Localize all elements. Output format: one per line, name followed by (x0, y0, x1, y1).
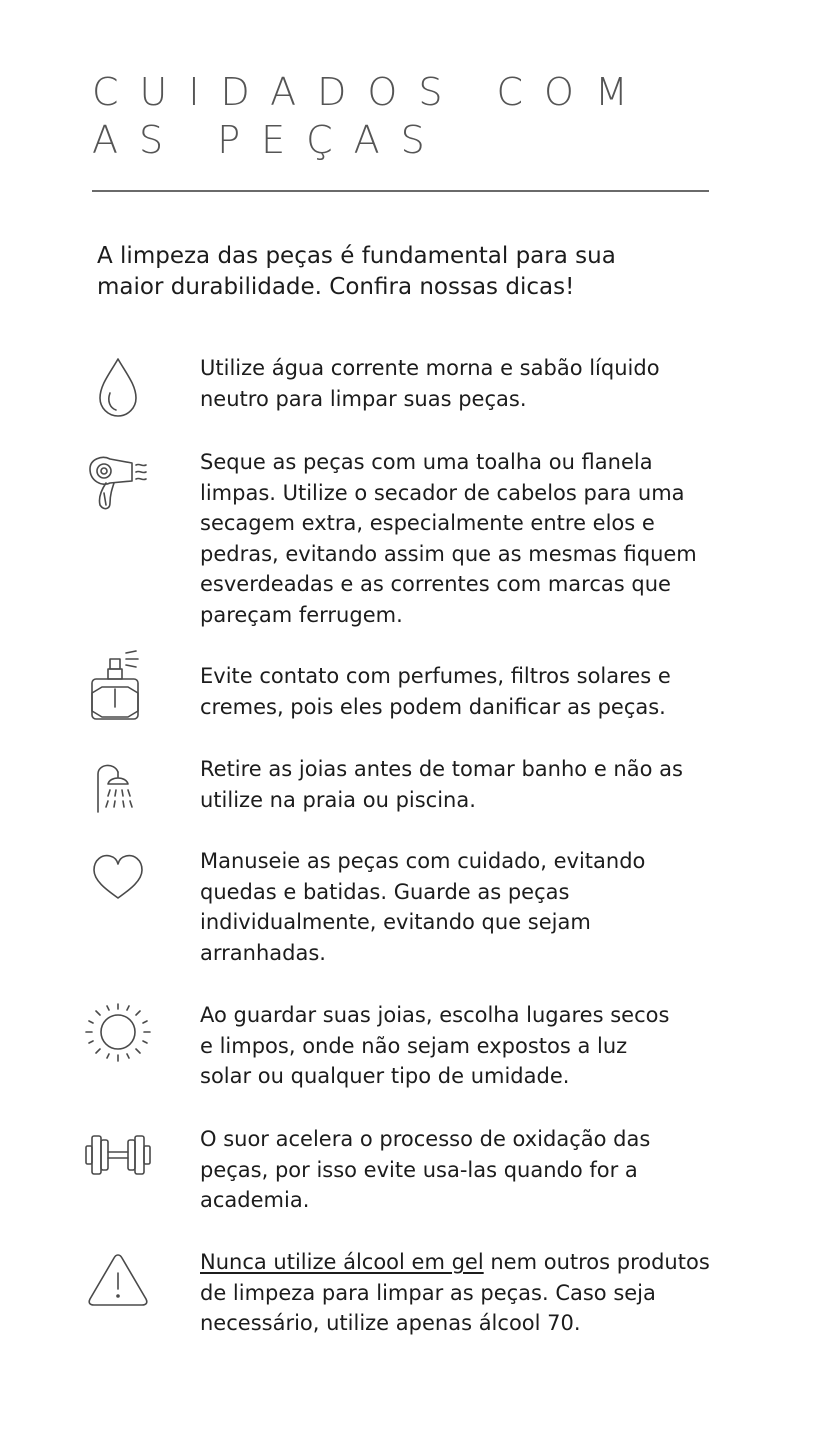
intro-line-1: A limpeza das peças é fundamental para sua (97, 243, 616, 269)
sun-icon (80, 1000, 156, 1076)
tip-line: utilize na praia ou piscina. (200, 787, 476, 812)
tip-line: quedas e batidas. Guarde as peças (200, 879, 570, 904)
intro-text (97, 241, 737, 303)
tip-line: Seque as peças com uma toalha ou flanela (200, 450, 653, 474)
title-line-2: AS PEÇAS (92, 118, 446, 162)
tip-line: Ao guardar suas joias, escolha lugares secos (200, 1003, 670, 1027)
tip-dryer-text (200, 447, 760, 630)
tip-line: esverdeadas e as correntes com marcas que (200, 572, 671, 596)
tip-line (200, 1247, 760, 1278)
tip-line: secagem extra, especialmente entre elos e (200, 511, 655, 535)
tip-line: e limpos, onde não sejam expostos a luz (200, 1033, 628, 1058)
tip-line: arranhadas. (200, 940, 326, 965)
page-title (92, 68, 649, 164)
tip-line: Evite contato com perfumes, filtros solares e (200, 664, 671, 688)
tip-line: necessário, utilize apenas álcool 70. (200, 1311, 581, 1335)
tip-line: individualmente, evitando que sejam (200, 910, 591, 934)
title-line-1: CUIDADOS COM (92, 70, 649, 114)
intro-line-2: maior durabilidade. Confira nossas dicas! (97, 274, 575, 300)
tip-line: pareçam ferrugem. (200, 602, 403, 627)
tip-line: peças, por isso evite usa-las quando for a (200, 1157, 638, 1182)
tip-line: pedras, evitando assim que as mesmas fiquem (200, 541, 697, 566)
warning-icon (80, 1247, 156, 1323)
tip-dumbbell-text (200, 1124, 760, 1216)
tip-line: academia. (200, 1188, 310, 1212)
tip-line: limpas. Utilize o secador de cabelos para uma (200, 480, 685, 505)
warning-line1-rest: nem outros produtos (483, 1250, 710, 1274)
shower-icon (80, 754, 156, 830)
dumbbell-icon (80, 1124, 156, 1200)
water-drop-icon (80, 353, 156, 429)
perfume-bottle-icon (80, 647, 156, 723)
tip-line: Retire as joias antes de tomar banho e não as (200, 757, 683, 781)
tip-warning-text (200, 1247, 760, 1339)
tip-line: Utilize água corrente morna e sabão líquido (200, 356, 660, 380)
tip-line: de limpeza para limpar as peças. Caso seja (200, 1280, 656, 1305)
warning-emphasis: Nunca utilize álcool em gel (200, 1250, 484, 1274)
heart-icon (80, 846, 156, 922)
tip-line: O suor acelera o processo de oxidação das (200, 1127, 651, 1151)
hair-dryer-icon (80, 447, 156, 523)
tip-perfume-text (200, 661, 760, 722)
title-divider (92, 190, 709, 192)
tip-sun-text (200, 1000, 760, 1092)
tip-line: solar ou qualquer tipo de umidade. (200, 1064, 570, 1088)
tip-line: Manuseie as peças com cuidado, evitando (200, 849, 646, 873)
tip-water-text (200, 353, 760, 414)
tip-line: neutro para limpar suas peças. (200, 386, 527, 411)
tip-line: cremes, pois eles podem danificar as peças. (200, 694, 666, 719)
tip-shower-text (200, 754, 760, 815)
tip-heart-text (200, 846, 760, 968)
